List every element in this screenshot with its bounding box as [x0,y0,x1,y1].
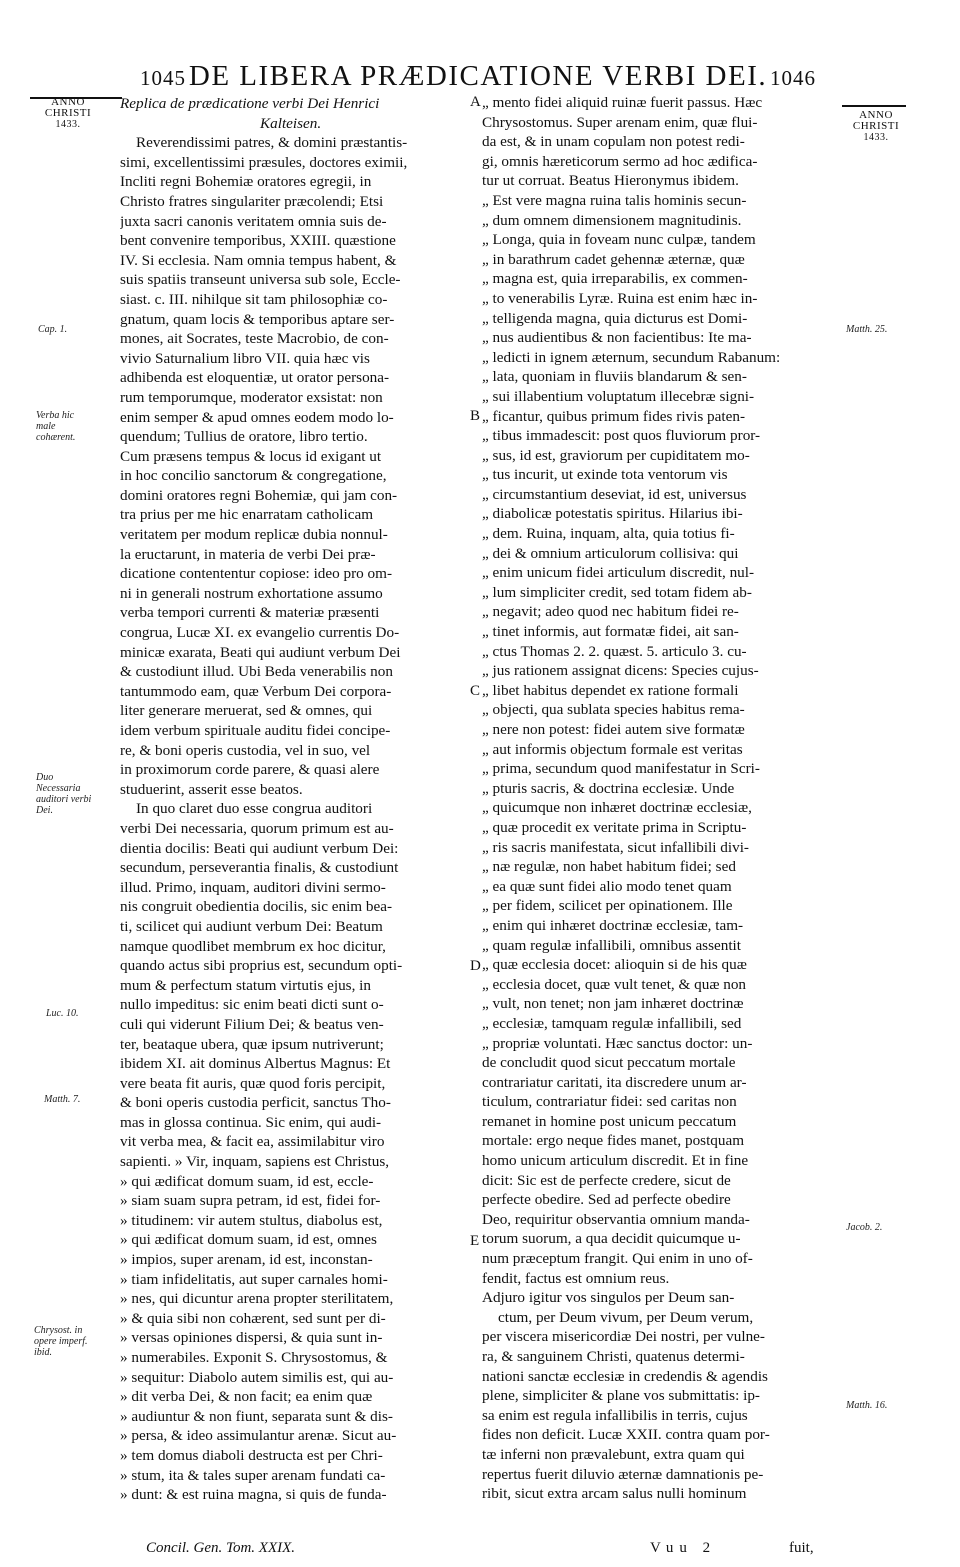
text-line: dicit: Sic est de perfecte credere, sicut de [482,1171,731,1189]
text-line: perfecte obedire. Sed ad perfecte obedire [482,1191,731,1209]
text-line: „ to venerabilis Lyræ. Ruina est enim hæc in- [482,289,758,307]
text-line: nis congruit obedientia docilis, sic enim bea- [120,898,393,916]
text-line: tur ut corruat. Beatus Hieronymus ibidem. [482,172,739,190]
text-line: ter, beataque ubera, quæ ipsum nutriverunt; [120,1035,384,1053]
text-line: „ enim unicum fidei articulum discredit, nul- [482,564,755,582]
text-line: » siam suam supra petram, id est, fidei for- [120,1192,381,1210]
text-line: „ Est vere magna ruina talis hominis secun- [482,191,747,209]
text-line: verba tempori currenti & materiæ præsenti [120,604,380,622]
margin-note-luc: Luc. 10. [46,1008,79,1019]
text-line: Deo, requiritur observantia omnium manda- [482,1210,750,1228]
text-line: „ sui illabentium voluptatum illecebræ signi- [482,387,755,405]
text-line: „ ecclesiæ, tamquam regulæ infallibili, sed [482,1014,742,1032]
text-line: „ pturis sacris, & doctrina ecclesiæ. Unde [482,779,735,797]
text-line: gnatum, quam locis & temporibus aptare ser- [120,310,395,328]
text-line: „ ledicti in ignem æternum, secundum Rabanum: [482,348,781,366]
running-title: DE LIBERA PRÆDICATIONE VERBI DEI. [188,60,768,92]
text-line: „ dum omnem dimensionem magnitudinis. [482,211,742,229]
text-line: „ objecti, qua sublata species habitus rema- [482,701,745,719]
text-line: dientia docilis: Beati qui audiunt verbum Dei: [120,839,399,857]
text-line: „ propriæ voluntati. Hæc sanctus doctor: un- [482,1034,753,1052]
text-line: repertus fuerit diluvio æternæ damnationis pe- [482,1465,764,1483]
margin-note-matth25: Matth. 25. [846,324,888,335]
text-line: fendit, factus est omnium reus. [482,1269,670,1287]
text-line: „ diabolicæ potestatis spiritus. Hilarius ibi- [482,505,743,523]
anno-christi-right [846,110,906,143]
text-line: minicæ exarata, Beati qui audiunt verbum Dei [120,643,401,661]
text-line: » sequitur: Diabolo autem similis est, qui au- [120,1368,394,1386]
text-line: » versas opiniones dispersi, & quia sunt in- [120,1329,383,1347]
signature-line: Concil. Gen. Tom. XXIX. [146,1540,296,1556]
margin-note-chrysost: Chrysost. in opere imperf. ibid. [34,1325,88,1358]
anno-christi-left [34,97,102,130]
text-line: tæ inferni non prævalebunt, extra quam qui [482,1445,745,1463]
text-line: Kalteisen. [260,114,322,132]
text-line: „ telligenda magna, quia dicturus est Domi- [482,309,748,327]
text-line: „ negavit; adeo quod nec habitum fidei re- [482,603,739,621]
text-line: vit verba mea, & facit ea, assimilabitur viro [120,1133,385,1151]
text-line: mortale: ergo neque fides manet, postquam [482,1132,745,1150]
text-line: Replica de prædicatione verbi Dei Henrici [120,95,380,112]
text-line: Chrysostomus. Super arenam enim, quæ flui- [482,113,758,131]
text-line: „ lum simpliciter credit, sed totam fidem ab- [482,583,752,601]
text-line: » tiam infidelitatis, aut super carnales homi- [120,1270,388,1288]
text-line: » nes, qui dicuntur arena propter sterilitatem, [120,1290,394,1308]
text-line: fides non deficit. Lucæ XXII. contra quam por- [482,1426,770,1444]
margin-note-duo: Duo Necessaria auditori verbi Dei. [36,772,92,816]
text-line: mum & perfectum statum virtutis ejus, in [120,976,371,994]
sheet-mark: Vuu 2 [650,1540,717,1556]
text-line: „ ris sacris manifestata, sicut infallibili divi- [482,838,749,856]
text-line: „ magna est, quia irreparabilis, ex commen- [482,270,748,288]
text-line: Reverendissimi patres, & domini præstantis- [136,134,408,152]
text-line: torum suorum, a qua decidit quicumque u- [482,1230,741,1248]
text-line: „ in barathrum cadet gehennæ æternæ, quæ [482,250,745,268]
text-line: » qui ædificat domum suam, id est, omnes [120,1231,377,1249]
text-line: ribit, sicut extra arcam salus nulli hominum [482,1485,747,1503]
text-line: da est, & in unam copulam non potest redi- [482,133,745,151]
text-line: ti, scilicet qui audiunt verbum Dei: Beatum [120,917,383,935]
text-line: „ tus incurit, ut exinde tota ventorum vis [482,466,728,484]
text-line: namque quodlibet membrum ex hoc dicitur, [120,937,386,955]
text-line: bent convenire temporibus, XXIII. quæstione [120,232,396,250]
text-line: re, & boni operis custodia, vel in suo, vel [120,741,371,759]
left-text-column [120,94,470,1505]
section-letter-d: D [470,958,481,974]
margin-note-cap: Cap. 1. [38,324,68,335]
text-line: „ ctus Thomas 2. 2. quæst. 5. articulo 3. cu- [482,642,747,660]
text-line: gi, omnis hæreticorum sermo ad hoc ædifica- [482,152,758,170]
text-line: remanet in homine post unicum peccatum [482,1112,737,1130]
text-line: » impios, super arenam, id est, inconstan- [120,1251,373,1269]
text-line: per viscera misericordiæ Dei nostri, per vulne- [482,1328,765,1346]
text-line: juxta sacri canonis veritatem omnia suis de- [120,212,387,230]
header-rule-right [842,105,906,107]
text-line: nationi sanctæ ecclesiæ in credendis & agendis [482,1367,768,1385]
text-line: » & quia sibi non cohærent, sed sunt per di- [120,1309,386,1327]
text-line: in proximorum corde parere, & quasi alere [120,761,380,779]
text-line: „ nus audientibus & non facientibus: Ite ma- [482,329,752,347]
text-line: » tem domus diaboli destructa est per Chri- [120,1446,383,1464]
text-line: culi qui viderunt Filium Dei; & beatus ven- [120,1015,384,1033]
text-line: „ ecclesia docet, quæ vult tenet, & quæ non [482,975,747,993]
right-text-column [482,93,842,1504]
year-left: 1433. [55,119,81,130]
text-line: » dunt: & est ruina magna, si quis de funda- [120,1486,387,1504]
text-line: ctum, per Deum vivum, per Deum verum, [498,1308,754,1326]
text-line: „ ea quæ sunt fidei alio modo tenet quam [482,877,732,895]
text-line: dicatione contententur copiose: ideo pro om- [120,565,393,583]
text-line: num præceptum frangit. Qui enim in uno of- [482,1250,753,1268]
text-line: „ circumstantium deseviat, id est, universus [482,485,747,503]
text-line: illud. Primo, inquam, auditori divini sermo- [120,878,386,896]
margin-note-matth7: Matth. 7. [44,1094,81,1105]
text-line: » numerabiles. Exponit S. Chrysostomus, & [120,1349,388,1366]
text-line: „ nere non potest: fidei autem sive formatæ [482,721,745,738]
text-line: » stum, ita & tales super arenam fundati ca- [120,1466,386,1484]
text-line: homo unicum articulum discredit. Et in fine [482,1152,749,1170]
text-line: domini oratores regni Bohemiæ, qui jam con- [120,486,398,504]
text-line: ni in generali nostrum exhortatione assumo [120,584,383,602]
text-line: vivio Saturnalium libro VII. quia hæc vis [120,349,370,367]
text-line: „ lata, quoniam in fluviis blandarum & sen- [482,368,747,386]
text-line: quando actus sibi proprius est, secundum opti- [120,957,403,975]
text-line: verbi Dei necessaria, quorum primum est au- [120,819,394,837]
text-line: congrua, Lucæ XI. ex evangelio currentis Do- [120,624,400,642]
text-line: vere beata fit auris, quæ quod foris percipit, [120,1074,386,1092]
text-line: „ aut informis objectum formale est veritas [482,740,743,758]
text-line: quendum; Tullius de oratore, libro tertio. [120,428,368,446]
text-line: „ quæ ecclesia docet: alioquin si de his quæ [482,956,747,974]
year-right: 1433. [863,132,889,143]
text-line: „ prima, secundum quod manifestatur in Scri- [482,760,760,778]
text-line: » qui ædificat domum suam, id est, eccle- [120,1172,374,1190]
text-line: studuerint, asserit esse beatos. [120,780,303,798]
text-line: „ sus, id est, graviorum per cupiditatem mo- [482,446,750,464]
text-line: de concludit quod sicut peccatum mortale [482,1054,736,1072]
text-line: ra, & sanguinem Christi, quatenus determi- [482,1348,745,1365]
page-number-right: 1046 [770,66,816,90]
margin-note-matth16: Matth. 16. [846,1400,888,1411]
text-line: Christo fratres singulariter præcolendi; Etsi [120,192,384,210]
text-line: & custodiunt illud. Ubi Beda venerabilis non [120,663,393,681]
christi-label-right: CHRISTI [852,120,900,132]
text-line: idem verbum spirituale auditu fidei concipe- [120,722,391,739]
anno-label-right: ANNO [859,109,893,121]
text-line: sa enim est regula infallibilis in terris, cujus [482,1406,748,1424]
text-line: liter generare meruerat, sed & omnes, qui [120,702,373,720]
text-line: rum temporumque, moderator exsistat: non [120,388,383,406]
text-line: tantummodo eam, quæ Verbum Dei corpora- [120,682,392,700]
christi-label-left: CHRISTI [44,107,92,119]
section-letter-a: A [470,94,481,110]
text-line: „ quæ procedit ex veritate prima in Scriptu- [482,818,747,836]
text-line: In quo claret duo esse congrua auditori [136,800,373,818]
text-line: „ quam regulæ infallibili, omnibus assentit [482,936,741,954]
text-line: „ vult, non tenet; non jam inhæret doctrinæ [482,995,744,1013]
text-line: simi, excellentissimi præsules, doctores eximii, [120,153,408,171]
text-line: » titudinem: vir autem stultus, diabolus est, [120,1211,383,1229]
text-line: „ jus rationem assignat dicens: Species cujus- [482,662,759,680]
text-line: » dit verba Dei, & non facit; ea enim quæ [120,1388,373,1406]
text-line: „ per fidem, scilicet per opinationem. Ille [482,897,733,915]
text-line: ibidem XI. ait dominus Albertus Magnus: Et [120,1055,391,1073]
text-line: „ quicumque non inhæret doctrinæ ecclesiæ, [482,799,752,817]
text-line: mones, ait Socrates, teste Macrobio, de con- [120,330,389,348]
text-line: „ enim qui inhæret doctrinæ ecclesiæ, tam- [482,916,744,934]
text-line: secundum, perseverantia finalis, & custodiunt [120,859,399,877]
text-line: siast. c. III. nihilque sit tam philosophiæ co- [120,290,388,308]
section-letter-b: B [470,408,481,424]
text-line: mas in glossa continua. Sic enim, qui audi- [120,1113,382,1131]
catchword: fuit, [789,1540,814,1556]
margin-note-jacob: Jacob. 2. [846,1222,883,1233]
text-line: „ tibus immadescit: post quos fluviorum pror- [482,427,761,445]
page-number-left: 1045 [140,66,186,90]
text-line: adhibenda est eloquentiæ, ut orator persona- [120,369,390,387]
text-line: enim semper & apud omnes eodem modo lo- [120,408,394,426]
text-line: „ tinet informis, aut formatæ fidei, ait san- [482,623,739,641]
text-line: ticulum, contrariatur fidei: sed caritas non [482,1093,737,1111]
text-line: suis spatiis transeunt universa sub sole, Eccle- [120,271,401,289]
text-line: „ Longa, quia in foveam nunc culpæ, tandem [482,231,756,249]
anno-label-left: ANNO [51,96,85,108]
text-line: tra prius per me hic enarratam catholicam [120,506,374,524]
text-line: nullo impeditus: sic enim beati dicti sunt o- [120,996,384,1014]
text-line: veritatem per modum replicæ dubia nonnul- [120,526,388,544]
margin-note-verba: Verba hic male cohærent. [36,410,76,443]
text-line: „ ficantur, quibus primum fides rivis paten- [482,407,745,425]
text-line: „ dem. Ruina, inquam, alta, quia totius fi- [482,525,735,543]
text-line: plene, simpliciter & plane vos submittatis: ip- [482,1387,760,1405]
text-line: „ libet habitus dependet ex ratione formali [482,681,739,699]
text-line: la eructarunt, in materia de verbi Dei præ- [120,545,376,563]
text-line: Adjuro igitur vos singulos per Deum san- [482,1289,735,1307]
text-line: » persa, & ideo assimulantur arenæ. Sicut au- [120,1427,397,1445]
text-line: Incliti regni Bohemiæ oratores egregii, in [120,173,372,191]
text-line: contrariatur caritati, ita discredere unum ar- [482,1073,747,1091]
text-line: in hoc concilio sanctorum & congregatione, [120,467,387,485]
text-line: „ dei & omnium articulorum collisiva: qui [482,544,739,562]
text-line: & boni operis custodia perficit, sanctus Tho- [120,1094,391,1112]
text-line: sapienti. » Vir, inquam, sapiens est Christus, [120,1153,390,1171]
text-line: „ næ regulæ, non habet habitum fidei; sed [482,858,736,876]
section-letter-e: E [470,1233,480,1249]
text-line: „ mento fidei aliquid ruinæ fuerit passus. Hæc [482,94,763,111]
text-line: IV. Si ecclesia. Nam omnia tempus habent, & [120,251,397,269]
text-line: » audiuntur & non fiunt, separata sunt & dis- [120,1407,393,1425]
text-line: Cum præsens tempus & locus id exigant ut [120,447,382,465]
section-letter-c: C [470,683,481,699]
